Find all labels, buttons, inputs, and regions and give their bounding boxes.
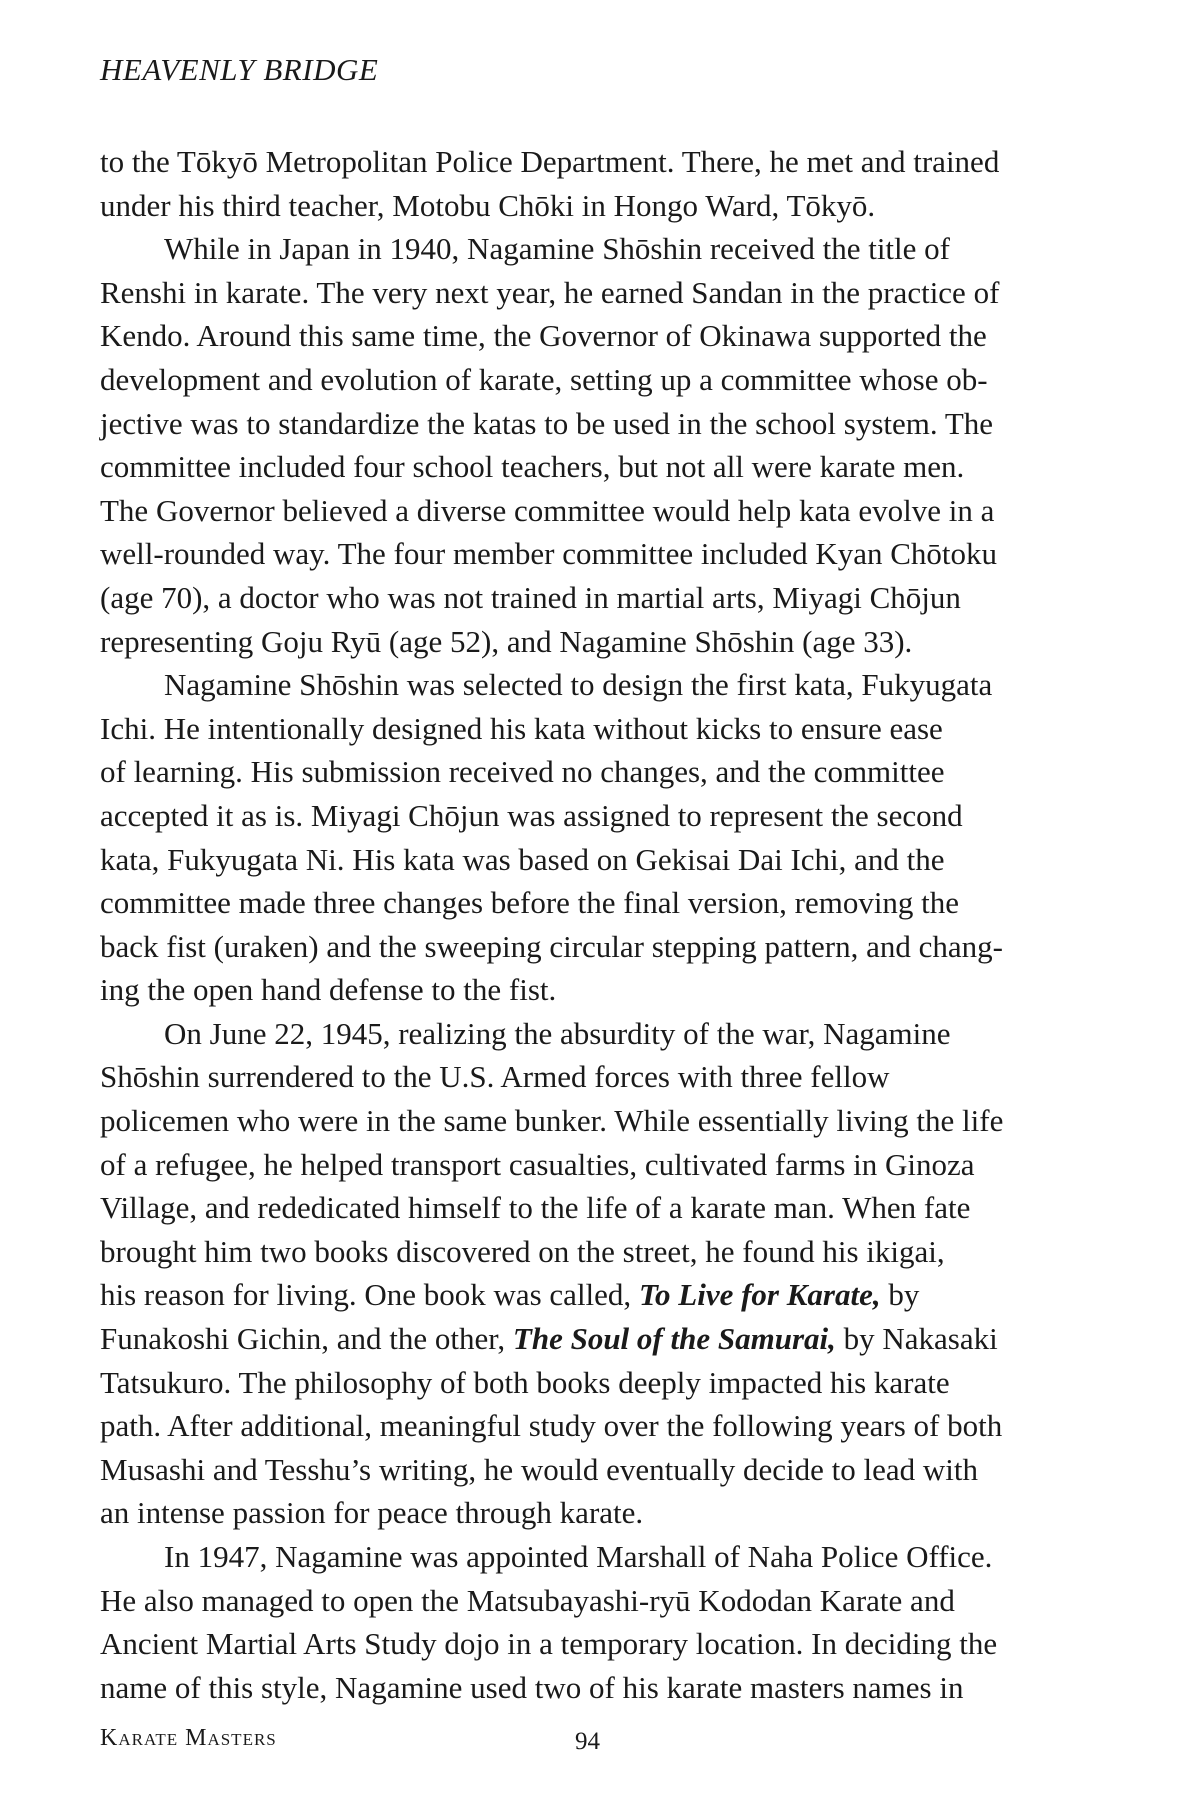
text-line: an intense passion for peace through karate. (100, 1495, 644, 1531)
text-line: The Governor believed a diverse committee would help kata evolve in a (100, 492, 995, 528)
text-line: path. After additional, meaningful study over the following years of both (100, 1408, 1003, 1444)
text-line: policemen who were in the same bunker. While essentially living the life (100, 1103, 1004, 1139)
book-title-soul-of-the-samurai: The Soul of the Samurai, (512, 1321, 836, 1357)
text-line: Shōshin surrendered to the U.S. Armed forces with three fellow (100, 1059, 890, 1095)
text-line: In 1947, Nagamine was appointed Marshall of Naha Police Office. (164, 1539, 993, 1574)
line-text: by (880, 1277, 920, 1313)
text-line: Village, and rededicated himself to the life of a karate man. When fate (100, 1190, 971, 1226)
text-line: back fist (uraken) and the sweeping circular stepping pattern, and chang- (100, 928, 1003, 964)
text-line: under his third teacher, Motobu Chōki in Hongo Ward, Tōkyō. (100, 187, 876, 223)
text-line: He also managed to open the Matsubayashi-ryū Kododan Karate and (100, 1582, 955, 1618)
text-line: (age 70), a doctor who was not trained in martial arts, Miyagi Chōjun (100, 579, 961, 615)
text-line: kata, Fukyugata Ni. His kata was based on Gekisai Dai Ichi, and the (100, 841, 945, 877)
text-line-book-1 (100, 1273, 1080, 1317)
footer-book-title: Karate Masters (100, 1725, 277, 1751)
text-line: accepted it as is. Miyagi Chōjun was assigned to represent the second (100, 797, 963, 833)
text-line: While in Japan in 1940, Nagamine Shōshin received the title of (164, 231, 950, 267)
text-line: jective was to standardize the katas to be used in the school system. The (100, 405, 994, 441)
text-line: Renshi in karate. The very next year, he earned Sandan in the practice of (100, 274, 1000, 310)
text-line: representing Goju Ryū (age 52), and Nagamine Shōshin (age 33). (100, 623, 913, 659)
line-text: his reason for living. One book was called, (100, 1277, 639, 1313)
body-text (100, 140, 1080, 1709)
text-line: to the Tōkyō Metropolitan Police Department. There, he met and trained (100, 144, 1000, 179)
text-line: ing the open hand defense to the fist. (100, 972, 557, 1008)
text-line: committee made three changes before the final version, removing the (100, 885, 960, 921)
text-line: Tatsukuro. The philosophy of both books deeply impacted his karate (100, 1364, 950, 1400)
text-line: Kendo. Around this same time, the Governor of Okinawa supported the (100, 318, 987, 354)
text-line: well-rounded way. The four member committee included Kyan Chōtoku (100, 536, 998, 572)
text-line: development and evolution of karate, setting up a committee whose ob- (100, 361, 988, 397)
page-number: 94 (575, 1728, 600, 1755)
book-title-to-live-for-karate: To Live for Karate, (638, 1277, 881, 1313)
line-text: by Nakasaki (835, 1321, 998, 1357)
text-line-book-2 (100, 1317, 1080, 1361)
text-line: of learning. His submission received no changes, and the committee (100, 754, 945, 790)
text-line: brought him two books discovered on the street, he found his ikigai, (100, 1233, 945, 1269)
text-line: name of this style, Nagamine used two of his karate masters names in (100, 1669, 964, 1705)
text-line: On June 22, 1945, realizing the absurdity of the war, Nagamine (164, 1015, 951, 1051)
text-line: of a refugee, he helped transport casualties, cultivated farms in Ginoza (100, 1146, 975, 1182)
text-line: Musashi and Tesshu’s writing, he would eventually decide to lead with (100, 1451, 979, 1487)
text-line: Nagamine Shōshin was selected to design the first kata, Fukyugata (164, 667, 993, 703)
running-head: HEAVENLY BRIDGE (100, 52, 379, 87)
text-line: Ancient Martial Arts Study dojo in a temporary location. In deciding the (100, 1626, 998, 1662)
text-line: committee included four school teachers, but not all were karate men. (100, 449, 965, 485)
line-text: Funakoshi Gichin, and the other, (100, 1321, 513, 1357)
text-line: Ichi. He intentionally designed his kata without kicks to ensure ease (100, 710, 943, 746)
